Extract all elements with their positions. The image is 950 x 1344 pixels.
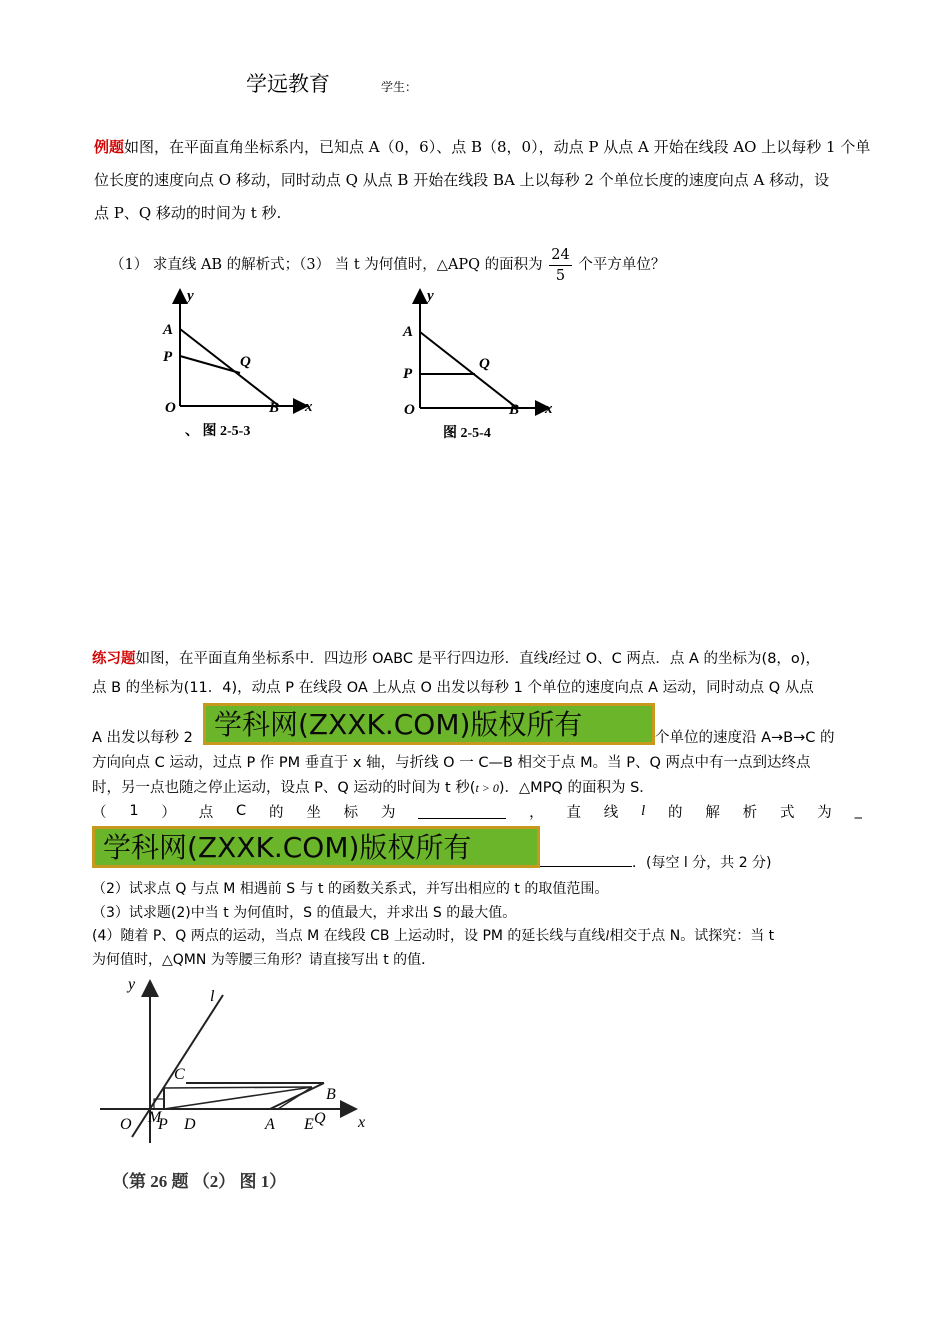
label-q: Q	[479, 356, 490, 372]
label-q: Q	[240, 354, 251, 370]
label-y: y	[187, 288, 194, 304]
line-l-symbol: l	[548, 651, 553, 667]
label-a: A	[163, 322, 174, 338]
q1-char: （	[92, 804, 107, 821]
q1-char: 的	[667, 804, 683, 821]
label-y: y	[427, 288, 434, 304]
segment-ab	[180, 329, 279, 406]
caption-2-5-3: 、 图 2-5-3	[185, 424, 251, 439]
q4-text-b: 相交于点 N。试探究：当 t	[609, 928, 775, 944]
label-x: x	[545, 401, 553, 417]
label-d: D	[184, 1116, 196, 1133]
line-l-symbol: l	[641, 802, 646, 819]
q1-char: 标	[343, 804, 359, 821]
school-title: 学远教育	[246, 72, 330, 96]
label-p: P	[403, 366, 413, 382]
q4-text-a: (4）随着 P、Q 两点的运动，当点 M 在线段 CB 上运动时，设 PM 的延长线与直线	[92, 928, 606, 944]
exercise-tag: 练习题	[92, 651, 136, 667]
example-line-1: 如图，在平面直角坐标系内，已知点 A（0，6）、点 B（8，0），动点 P 从点 A 开始在线段 AO 上以每秒 1 个单	[124, 138, 871, 156]
q1-char: 析	[742, 804, 758, 821]
q1-char: 的	[269, 804, 284, 821]
exercise-line-4: 方向向点 C 运动，过点 P 作 PM 垂直于 x 轴，与折线 O 一 C—B 相交于点 M。当 P、Q 两点中有一点到达终点	[92, 755, 811, 771]
exercise-line-3b: 个单位的速度沿 A→B→C 的	[655, 730, 835, 746]
label-p: P	[163, 349, 173, 365]
label-x: x	[305, 399, 313, 415]
q1-char: C	[236, 803, 247, 819]
exercise-text-1a: 如图，在平面直角坐标系中．四边形 OABC 是平行四边形．直线	[135, 651, 549, 667]
label-b: B	[509, 402, 520, 418]
exercise-line-2: 点 B 的坐标为(11．4)，动点 P 在线段 OA 上从点 O 出发以每秒 1 个单位的速度向点 A 运动，同时动点 Q 从点	[92, 680, 814, 696]
exercise-text-5b: )．△MPQ 的面积为 S．	[498, 780, 654, 796]
exercise-line-1	[92, 646, 872, 672]
label-a: A	[403, 324, 414, 340]
label-c: C	[174, 1066, 185, 1083]
question-1-end: ．(每空 l 分，共 2 分)	[632, 855, 772, 871]
q1-char: 点	[198, 804, 214, 821]
exercise-line-5	[92, 775, 654, 801]
q1-char: 为	[817, 804, 832, 821]
question-3: （3）试求题(2)中当 t 为何值时，S 的值最大，并求出 S 的最大值。	[92, 905, 517, 921]
label-b: B	[269, 400, 280, 416]
label-q: Q	[314, 1110, 326, 1127]
question-4-line-2: 为何值时，△QMN 为等腰三角形？请直接写出 t 的值．	[92, 952, 436, 968]
example-question	[110, 243, 665, 287]
label-b: B	[326, 1086, 336, 1103]
question-2: （2）试求点 Q 与点 M 相遇前 S 与 t 的函数关系式，并写出相应的 t 的取值范围。	[92, 881, 609, 897]
caption-2-5-4: 图 2-5-4	[443, 426, 491, 441]
segment-ab	[420, 332, 517, 408]
question-1-line	[92, 800, 862, 822]
figure-2-5-4	[395, 284, 575, 444]
answer-blank-l[interactable]	[540, 865, 632, 867]
exercise-text-5a: 时，另一点也随之停止运动，设点 P、Q 运动的时间为 t 秒(	[92, 780, 476, 796]
example-paragraph	[94, 131, 874, 230]
figure-2-5-3	[155, 284, 335, 444]
segment-mq	[164, 1087, 312, 1088]
label-o: O	[120, 1116, 132, 1133]
label-o: O	[165, 400, 176, 416]
example-tag: 例题	[94, 138, 125, 156]
t-condition: t > 0	[475, 781, 499, 795]
fraction-denominator: 5	[555, 267, 566, 284]
label-m: M	[148, 1109, 162, 1126]
q1-char: 为	[380, 804, 396, 821]
watermark-banner: 学科网(ZXXK.COM)版权所有	[92, 826, 540, 868]
figure-caption: （第 26 题 （2） 图 1）	[112, 1172, 287, 1191]
q1-char: 坐	[306, 804, 321, 821]
label-p: P	[158, 1116, 168, 1133]
q1-char: 式	[779, 804, 795, 821]
fraction	[549, 245, 571, 286]
label-o: O	[404, 402, 415, 418]
example-line-3: 点 P、Q 移动的时间为 t 秒.	[94, 204, 282, 222]
example-question-text: （1） 求直线 AB 的解析式；（3） 当 t 为何值时，△APQ 的面积为	[110, 257, 543, 273]
question-4-line-1	[92, 924, 774, 949]
exercise-line-3a: A 出发以每秒 2	[92, 730, 193, 746]
label-y: y	[128, 976, 136, 993]
example-question-text-end: 个平方单位？	[578, 257, 666, 273]
label-x: x	[358, 1114, 366, 1131]
watermark-banner: 学科网(ZXXK.COM)版权所有	[203, 703, 655, 745]
q1-char: 直	[566, 804, 581, 821]
segment-pq	[180, 356, 240, 373]
student-label: 学生：	[381, 80, 418, 94]
line-l-symbol: l	[605, 929, 610, 944]
segment-pq	[164, 1087, 312, 1109]
q1-char: 线	[603, 804, 619, 821]
q1-char: 1	[129, 803, 139, 819]
q1-char: ）	[161, 804, 176, 821]
q1-char: 解	[705, 804, 720, 821]
label-e: E	[304, 1116, 314, 1133]
q1-comma: ，	[529, 804, 544, 821]
label-a: A	[265, 1116, 275, 1133]
figure-26-2-1	[92, 975, 382, 1195]
fraction-numerator: 24	[549, 245, 571, 266]
exercise-text-1b: 经过 O、C 两点．点 A 的坐标为(8，o)，	[552, 651, 820, 667]
label-l: l	[210, 988, 215, 1005]
example-line-2: 位长度的速度向点 O 移动，同时动点 Q 从点 B 开始在线段 BA 上以每秒 2 个单位长度的速度向点 A 移动，设	[94, 171, 830, 189]
answer-blank-c[interactable]	[418, 804, 506, 819]
q1-char: _	[854, 803, 862, 819]
